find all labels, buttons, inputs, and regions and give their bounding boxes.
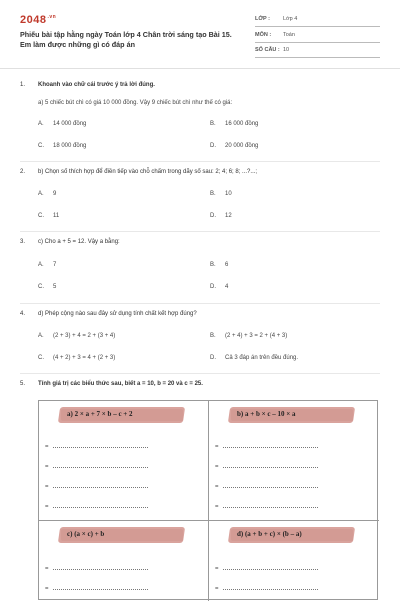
q3-heading: c) Cho a + 5 = 12. Vậy a bằng: — [38, 239, 120, 245]
q2-option-d[interactable]: D. 12 — [210, 213, 232, 219]
answer-line[interactable]: = — [215, 441, 318, 450]
meta-subject: MÔN : Toán — [255, 30, 380, 43]
q2-number: 2. — [20, 169, 26, 175]
answer-line[interactable]: = — [45, 441, 148, 450]
q3-option-c[interactable]: C. 5 — [38, 284, 57, 290]
q3-option-a[interactable]: A. 7 — [38, 262, 57, 268]
expr-b: b) a + b × c – 10 × a — [237, 410, 296, 418]
q2-option-c[interactable]: C. 11 — [38, 213, 60, 219]
q3-option-d[interactable]: D. 4 — [210, 284, 229, 290]
meta-count: SỐ CÂU : 10 — [255, 45, 380, 58]
q4-option-a[interactable]: A. (2 + 3) + 4 = 2 + (3 + 4) — [38, 333, 116, 339]
separator — [20, 231, 380, 232]
expr-cell-d — [209, 521, 379, 601]
q1-option-d[interactable]: D. 20 000 đồng — [210, 143, 259, 149]
separator — [20, 373, 380, 374]
q2-heading: b) Chọn số thích hợp để điền tiếp vào chỗ chấm trong dãy số sau: 2; 4; 6; 8; ...?...; — [38, 169, 258, 175]
q5-heading: Tính giá trị các biểu thức sau, biết a = 10, b = 20 và c = 25. — [38, 381, 203, 387]
expr-cell-a — [39, 401, 209, 521]
meta-class: LỚP : Lớp 4 — [255, 14, 380, 27]
answer-line[interactable]: = — [215, 481, 318, 490]
answer-line[interactable]: = — [215, 461, 318, 470]
answer-line[interactable]: = — [45, 501, 148, 510]
expression-grid — [38, 400, 378, 600]
header-divider — [0, 68, 400, 69]
q4-number: 4. — [20, 311, 26, 317]
q4-heading: d) Phép cộng nào sau đây sử dụng tính chất kết hợp đúng? — [38, 311, 197, 317]
answer-line[interactable]: = — [215, 563, 318, 572]
q1-sub: a) 5 chiếc bút chì có giá 10 000 đồng. Vậy 9 chiếc bút chì như thế có giá: — [38, 100, 233, 106]
q1-option-b[interactable]: B. 16 000 đồng — [210, 121, 259, 127]
q1-option-a[interactable]: A. 14 000 đồng — [38, 121, 87, 127]
q1-option-c[interactable]: C. 18 000 đồng — [38, 143, 87, 149]
separator — [20, 161, 380, 162]
answer-line[interactable]: = — [45, 583, 148, 592]
q3-number: 3. — [20, 239, 26, 245]
q3-option-b[interactable]: B. 6 — [210, 262, 229, 268]
answer-line[interactable]: = — [45, 461, 148, 470]
q2-option-a[interactable]: A. 9 — [38, 191, 57, 197]
separator — [20, 303, 380, 304]
q1-number: 1. — [20, 82, 26, 88]
answer-line[interactable]: = — [45, 563, 148, 572]
expr-cell-b — [209, 401, 379, 521]
answer-line[interactable]: = — [215, 501, 318, 510]
answer-line[interactable]: = — [215, 583, 318, 592]
q4-option-d[interactable]: D. Cả 3 đáp án trên đều đúng. — [210, 355, 299, 361]
page-title: Phiếu bài tập hằng ngày Toán lớp 4 Chân trời sáng tạo Bài 15. Em làm được những gì có đáp án — [20, 30, 232, 49]
q1-heading: Khoanh vào chữ cái trước ý trả lời đúng. — [38, 82, 155, 88]
expr-d: d) (a + b + c) × (b – a) — [237, 530, 302, 538]
expr-a: a) 2 × a + 7 × b – c + 2 — [67, 410, 133, 418]
expr-cell-c — [39, 521, 209, 601]
expr-c: c) (a × c) + b — [67, 530, 105, 538]
q5-number: 5. — [20, 381, 26, 387]
q4-option-b[interactable]: B. (2 + 4) + 3 = 2 + (4 + 3) — [210, 333, 288, 339]
answer-line[interactable]: = — [45, 481, 148, 490]
q2-option-b[interactable]: B. 10 — [210, 191, 232, 197]
site-logo: $2048^{.vn}$ — [20, 14, 57, 26]
q4-option-c[interactable]: C. (4 + 2) + 3 = 4 + (2 + 3) — [38, 355, 116, 361]
